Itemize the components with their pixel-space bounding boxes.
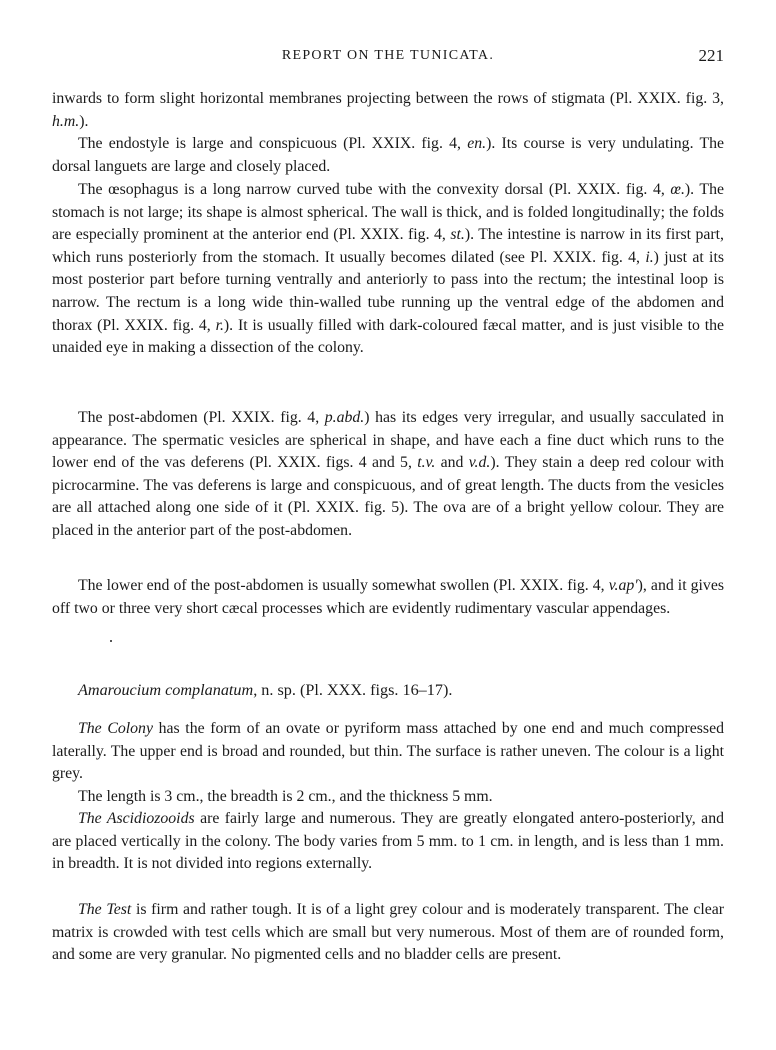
page-number: 221 bbox=[698, 46, 724, 65]
print-speck bbox=[110, 640, 112, 642]
paragraph-post-abdomen: The post-abdomen (Pl. XXIX. fig. 4, p.abd.) has its edges very irregular, and usually sacculated in appearance. The spermatic vesicles are spherical in shape, and have each a fine duct which runs to the lower end of the vas deferens (Pl. XXIX. figs. 4 and 5, t.v. and v.d.). They stain a deep red colour with picrocarmine. The vas deferens is large and conspicuous, and of great length. The ducts from the vesicles are all attached along one side of it (Pl. XXIX. fig. 5). The ova are of a bright yellow colour. They are placed in the anterior part of the post-abdomen. bbox=[52, 409, 724, 539]
paragraph-colony: The Colony has the form of an ovate or pyriform mass attached by one end and much compressed laterally. The upper end is broad and rounded, but thin. The surface is rather uneven. The colour is a light grey. bbox=[52, 720, 724, 783]
running-header bbox=[52, 46, 724, 68]
paragraph-endostyle: The endostyle is large and conspicuous (Pl. XXIX. fig. 4, en.). Its course is very undulating. The dorsal languets are large and closely placed. bbox=[52, 135, 725, 175]
paragraph-dimensions: The length is 3 cm., the breadth is 2 cm., and the thickness 5 mm. bbox=[78, 788, 493, 805]
paragraph-vascular-appendages: The lower end of the post-abdomen is usually somewhat swollen (Pl. XXIX. fig. 4, v.ap'), and it gives off two or three very short cæcal processes which are evidently rudimentary vascular appendages. bbox=[52, 577, 724, 617]
paragraph-ascidiozooids: The Ascidiozooids are fairly large and numerous. They are greatly elongated antero-posteriorly, and are placed vertically in the colony. The body varies from 5 mm. to 1 cm. in length, and is less than 1 mm. in breadth. It is not divided into regions externally. bbox=[52, 810, 724, 873]
paragraph-alimentary-canal: The œsophagus is a long narrow curved tube with the convexity dorsal (Pl. XXIX. fig. 4, œ.). The stomach is not large; its shape is almost spherical. The wall is thick, and is folded longitudinally; the folds are especially prominent at the anterior end (Pl. XXIX. fig. 4, st.). The intestine is narrow in its first part, which runs posteriorly from the stomach. It usually becomes dilated (see Pl. XXIX. fig. 4, i.) just at its most posterior part before turning ventrally and anteriorly to pass into the rectum; the intestinal loop is narrow. The rectum is a long wide thin-walled tube running up the ventral edge of the abdomen and thorax (Pl. XXIX. fig. 4, r.). It is usually filled with dark-coloured fæcal matter, and is just visible to the unaided eye in making a dissection of the colony. bbox=[52, 181, 725, 357]
running-title: REPORT ON THE TUNICATA. bbox=[281, 48, 495, 63]
species-heading: Amaroucium complanatum, n. sp. (Pl. XXX. figs. 16–17). bbox=[78, 681, 453, 699]
paragraph-branchial-membranes: inwards to form slight horizontal membranes projecting between the rows of stigmata (Pl. XXIX. fig. 3, h.m.). bbox=[52, 90, 724, 130]
paragraph-test: The Test is firm and rather tough. It is of a light grey colour and is moderately transparent. The clear matrix is crowded with test cells which are small but very numerous. Most of them are of rounded form, and some are very granular. No pigmented cells and no bladder cells are present. bbox=[52, 901, 724, 964]
